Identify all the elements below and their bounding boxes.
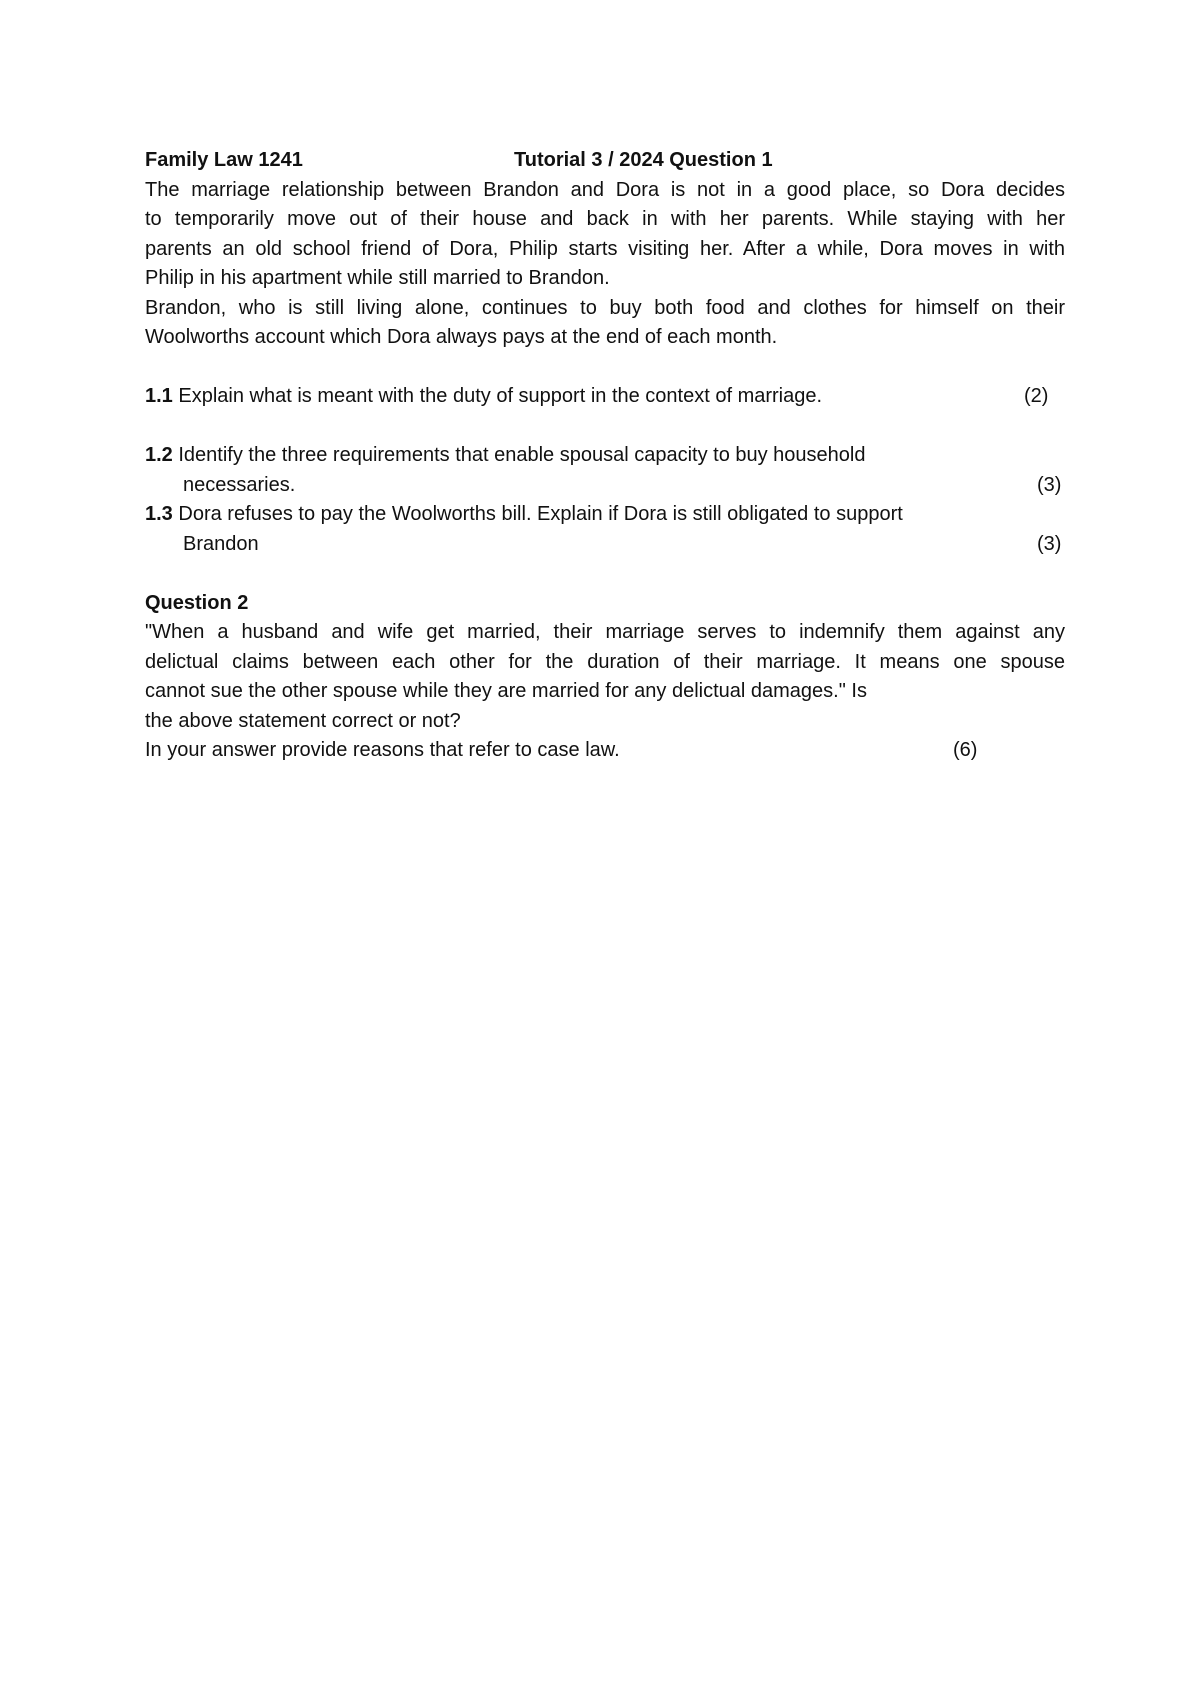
question-marks: (2) <box>1024 385 1049 407</box>
question-text: Brandon <box>183 532 259 555</box>
question-text: Explain what is meant with the duty of support in the context of marriage. <box>178 385 823 407</box>
question2-statement <box>145 618 1065 766</box>
question-number: 1.2 <box>145 444 173 466</box>
question-item-1-2 <box>145 441 1065 500</box>
question2-heading: Question 2 <box>145 591 249 614</box>
question-number: 1.3 <box>145 503 173 525</box>
question-item-1-1 <box>145 382 1065 412</box>
question2-instruction-line <box>145 736 1065 766</box>
spacer <box>145 353 1065 383</box>
scenario-line: Philip in his apartment while still married to Brandon. <box>145 267 610 289</box>
document-content <box>145 146 1065 766</box>
tutorial-title: Tutorial 3 / 2024 Question 1 <box>514 149 773 171</box>
document-heading <box>145 146 1065 176</box>
question-text: Identify the three requirements that enable spousal capacity to buy household <box>178 444 866 466</box>
question-marks: (6) <box>953 739 978 761</box>
question-text: Dora refuses to pay the Woolworths bill. Explain if Dora is still obligated to support <box>178 503 903 525</box>
scenario-line: Woolworths account which Dora always pays at the end of each month. <box>145 326 778 348</box>
scenario-line: Brandon, who is still living alone, continues to buy both food and clothes for himself on their <box>145 296 1065 319</box>
question-marks: (3) <box>1037 473 1062 496</box>
statement-line: "When a husband and wife get married, their marriage serves to indemnify them against any <box>145 621 1065 643</box>
question-marks: (3) <box>1037 532 1062 555</box>
question-text: necessaries. <box>183 473 296 496</box>
question1-scenario <box>145 176 1065 353</box>
statement-line: the above statement correct or not? <box>145 709 461 732</box>
statement-line: cannot sue the other spouse while they are married for any delictual damages." Is <box>145 680 867 702</box>
spacer <box>145 559 1065 589</box>
course-title: Family Law 1241 <box>145 149 303 171</box>
scenario-line: to temporarily move out of their house and back in with her parents. While staying with her <box>145 208 1065 230</box>
question-item-1-3 <box>145 500 1065 559</box>
question-number: 1.1 <box>145 385 173 407</box>
scenario-line: The marriage relationship between Brandon and Dora is not in a good place, so Dora decides <box>145 178 1065 201</box>
question2-instruction: In your answer provide reasons that refer to case law. <box>145 739 620 761</box>
spacer <box>145 412 1065 442</box>
scenario-line: parents an old school friend of Dora, Philip starts visiting her. After a while, Dora moves in with <box>145 237 1065 260</box>
statement-line: delictual claims between each other for the duration of their marriage. It means one spouse <box>145 650 1065 673</box>
